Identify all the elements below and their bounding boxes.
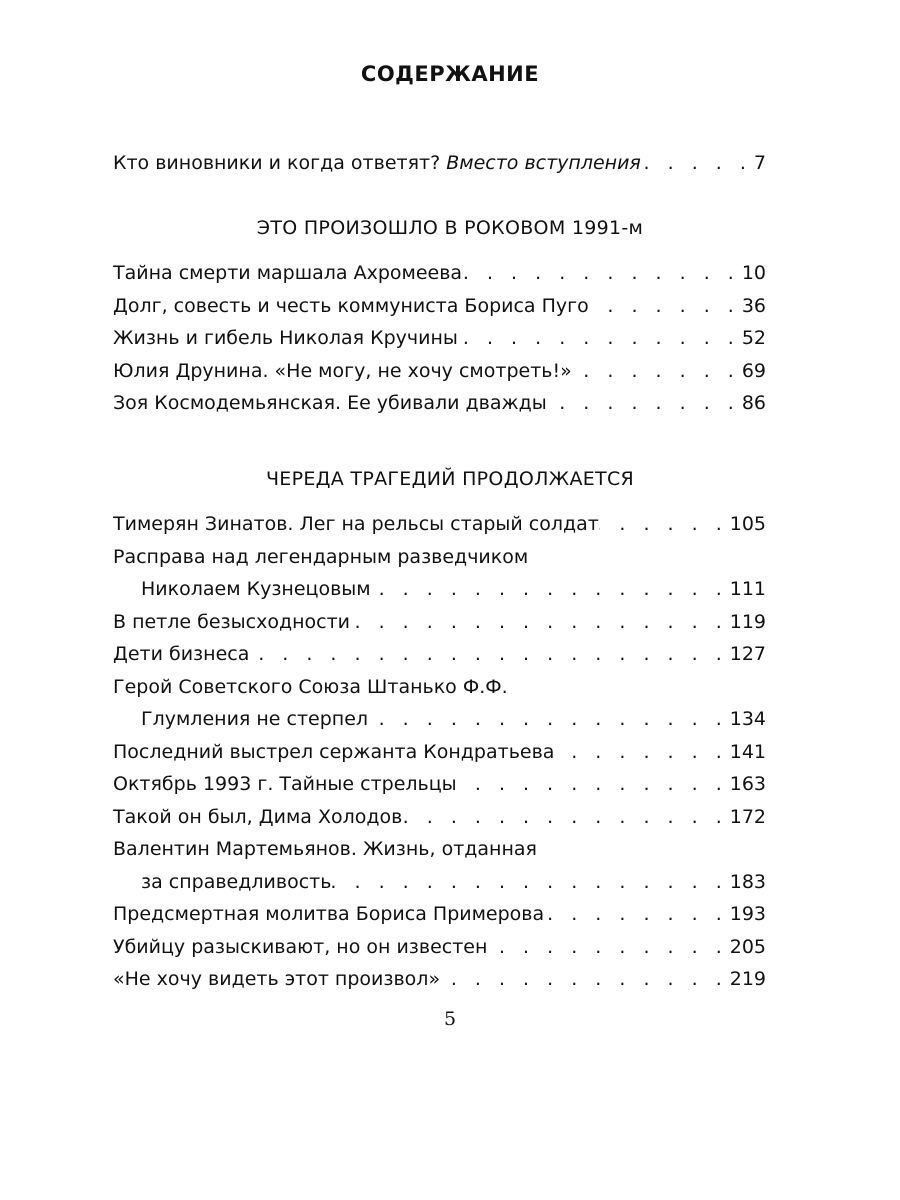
dot-leader: [249, 640, 727, 668]
toc-page-number: 141: [729, 741, 766, 763]
dot-leader: [589, 292, 740, 320]
toc-entry-title: Долг, совесть и честь коммуниста Бориса Пуго: [113, 295, 589, 317]
toc-entry: [113, 259, 766, 287]
toc-entry-title: Юлия Друнина. «Не могу, не хочу смотреть!»: [113, 360, 572, 382]
toc-page-number: 127: [729, 643, 766, 665]
toc-page-number: 183: [729, 871, 766, 893]
toc-entry-title: Тимерян Зинатов. Лег на рельсы старый солдат: [113, 513, 599, 535]
toc-entry-title-line1: Расправа над легендарным разведчиком: [113, 546, 529, 568]
toc-entry-title: Жизнь и гибель Николая Кручины: [113, 327, 458, 349]
toc-entry: [113, 803, 766, 831]
toc-page-number: 10: [741, 262, 766, 284]
toc-page-number: 69: [741, 360, 766, 382]
toc-entry: [113, 640, 766, 668]
toc-entry: [141, 575, 766, 603]
toc-page-number: 119: [729, 611, 766, 633]
dot-leader: [547, 389, 740, 417]
toc-page-number: 163: [729, 773, 766, 795]
toc-page-number: 219: [729, 968, 766, 990]
toc-entry-title: Убийцу разыскивают, но он известен: [113, 936, 488, 958]
toc-entry-title: Предсмертная молитва Бориса Примерова: [113, 903, 545, 925]
toc-entry: [113, 770, 766, 798]
dot-leader: [641, 149, 752, 177]
toc-page-number: 36: [741, 295, 766, 317]
toc-page-number: 52: [741, 327, 766, 349]
toc-page-number: 172: [729, 806, 766, 828]
toc-entry-title: Такой он был, Дима Холодов: [113, 806, 403, 828]
toc-entry-title: [113, 149, 641, 177]
toc-entry: [113, 510, 766, 538]
dot-leader: [554, 738, 727, 766]
toc-page-number: 86: [741, 392, 766, 414]
toc-page-number: 105: [729, 513, 766, 535]
toc-entry-intro: [113, 149, 766, 177]
dot-leader: [402, 803, 727, 831]
dot-leader: [350, 608, 728, 636]
section-heading-tragedies: ЧЕРЕДА ТРАГЕДИЙ ПРОДОЛЖАЕТСЯ: [265, 468, 635, 490]
toc-entry-title: Последний выстрел сержанта Кондратьева: [113, 741, 555, 763]
section-heading-1991: ЭТО ПРОИЗОШЛО В РОКОВОМ 1991-м: [256, 217, 644, 239]
dot-leader: [599, 510, 728, 538]
toc-entry: [113, 933, 766, 961]
dot-leader: [331, 868, 727, 896]
dot-leader: [368, 705, 728, 733]
toc-entry-subtitle: Вместо вступления: [446, 152, 641, 174]
toc-entry-title: Дети бизнеса: [113, 643, 250, 665]
toc-page-number: 7: [753, 152, 766, 174]
toc-entry: [113, 900, 766, 928]
dot-leader: [458, 324, 740, 352]
toc-entry: [113, 324, 766, 352]
dot-leader: [487, 933, 727, 961]
toc-entry-title: Зоя Космодемьянская. Ее убивали дважды: [113, 392, 547, 414]
toc-entry: [113, 389, 766, 417]
dot-leader: [572, 357, 740, 385]
toc-page-number: 193: [729, 903, 766, 925]
toc-entry: [141, 705, 766, 733]
toc-entry-title: Тайна смерти маршала Ахромеева: [113, 262, 463, 284]
toc-entry-title-line1: Валентин Мартемьянов. Жизнь, отданная: [113, 838, 537, 860]
page-title: СОДЕРЖАНИЕ: [360, 62, 540, 86]
dot-leader: [457, 770, 728, 798]
toc-entry: [113, 738, 766, 766]
toc-entry-title: за справедливость: [141, 871, 332, 893]
toc-entry: [113, 608, 766, 636]
toc-page-number: 111: [729, 578, 766, 600]
toc-entry-title: Глумления не стерпел: [141, 708, 369, 730]
toc-page-number: 205: [729, 936, 766, 958]
toc-entry-title: Октябрь 1993 г. Тайные стрельцы: [113, 773, 457, 795]
toc-page-number: 134: [729, 708, 766, 730]
page-number: 5: [443, 1008, 457, 1030]
dot-leader: [544, 900, 728, 928]
toc-entry-title: «Не хочу видеть этот произвол»: [113, 968, 441, 990]
toc-entry-text: Кто виновники и когда ответят?: [113, 152, 441, 174]
toc-entry-title-line1: Герой Советского Союза Штанько Ф.Ф.: [113, 676, 508, 698]
toc-entry-title: Николаем Кузнецовым: [141, 578, 371, 600]
toc-entry: [113, 292, 766, 320]
dot-leader: [440, 965, 728, 993]
dot-leader: [462, 259, 740, 287]
toc-entry-title: В петле безысходности: [113, 611, 350, 633]
dot-leader: [371, 575, 728, 603]
toc-entry: [141, 868, 766, 896]
toc-entry: [113, 357, 766, 385]
toc-entry: [113, 965, 766, 993]
